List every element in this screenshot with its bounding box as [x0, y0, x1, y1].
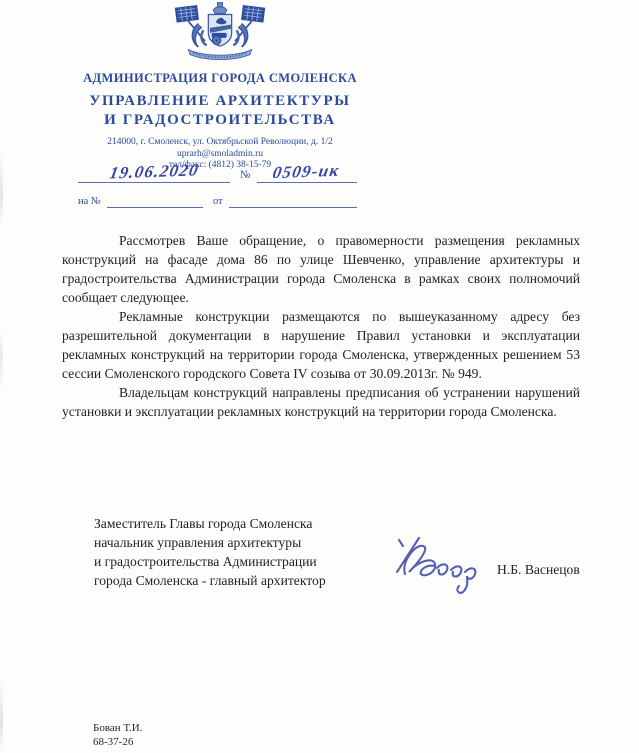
ref-date-label: от [212, 196, 223, 207]
signer-position-block [94, 514, 394, 590]
letter-requisites [78, 155, 378, 208]
org-phone: тел/факс: (4812) 38-15-79 [168, 160, 272, 170]
handwritten-number: 0509-ик [271, 160, 342, 183]
paragraph-1: Рассмотрев Ваше обращение, о правомерности размещения рекламных конструкций на фасаде дома 86 по улице Шевченко, управление архитектуры и градостроительства Администрации города Смоленска в рамках своих полномочий сообщает следующее. [62, 233, 580, 305]
letter-body [62, 231, 580, 421]
ref-date-blank [229, 194, 357, 208]
signer-position-line4: города Смоленска - главный архитектор [94, 573, 326, 588]
letterhead [10, 2, 430, 172]
executor-block [93, 722, 142, 749]
paragraph-2: Рекламные конструкции размещаются по вышеуказанному адресу без разрешительной документации в нарушение Правил установки и эксплуатации рекламных конструкций на территории города Смоленска, утвержденных решением 53 сессии Смоленского городского Совета IV созыва от 30.09.2013г. № 949. [62, 309, 580, 381]
handwritten-date: 19.06.2020 [107, 160, 201, 183]
paragraph-3: Владельцам конструкций направлены предписания об устранении нарушений установки и эксплуатации рекламных конструкций на территории города Смоленска. [62, 385, 580, 419]
ref-number-blank [107, 194, 203, 208]
org-name-line1: АДМИНИСТРАЦИЯ ГОРОДА СМОЛЕНСКА [83, 71, 357, 85]
signer-name: Н.Б. Васнецов [497, 562, 580, 577]
scan-artifact [0, 0, 3, 753]
letter-number-field [257, 156, 357, 183]
signer-position-line1: Заместитель Главы города Смоленска [94, 516, 313, 531]
executor-phone: 68-37-26 [93, 735, 134, 748]
coat-of-arms-icon [170, 2, 270, 62]
org-name-line2: УПРАВЛЕНИЕ АРХИТЕКТУРЫ [89, 93, 351, 109]
ref-number-label: на № [78, 196, 101, 207]
handwritten-signature [393, 532, 493, 594]
number-sign-label: № [240, 169, 251, 181]
executor-name: Бован Т.И. [93, 722, 143, 734]
signer-position-line3: и градостроительства Администрации [94, 554, 317, 569]
org-email: uprarh@smoladmin.ru [176, 148, 264, 159]
org-name-line3: И ГРАДОСТРОИТЕЛЬСТВА [104, 112, 336, 128]
org-address: 214000, г. Смоленск, ул. Октябрьской Революции, д. 1/2 [107, 137, 333, 147]
letter-date-field [78, 156, 230, 183]
signer-position-line2: начальник управления архитектуры [94, 535, 302, 550]
